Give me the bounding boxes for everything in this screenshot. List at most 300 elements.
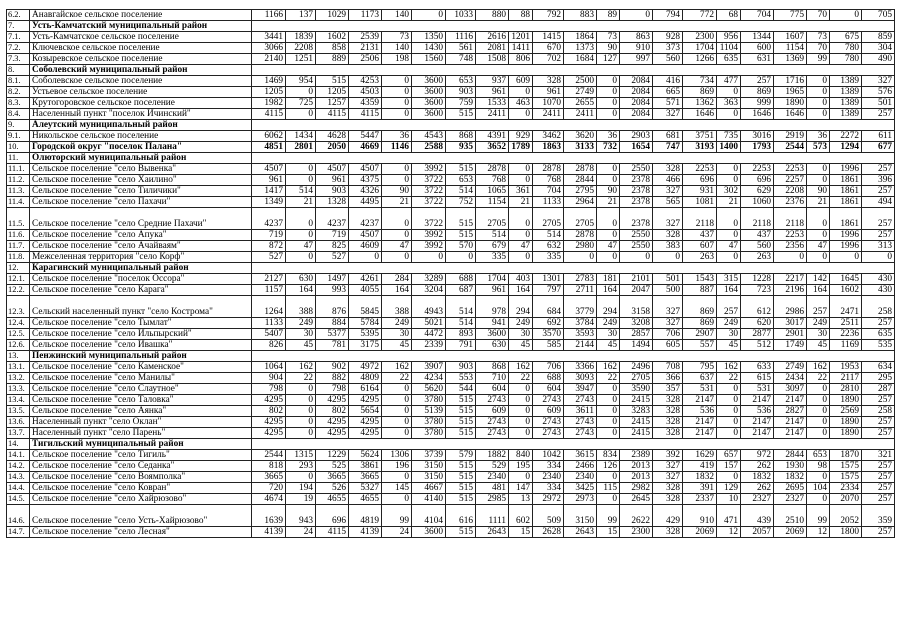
- value-cell: 164: [597, 285, 620, 296]
- value-cell: 3150: [412, 472, 446, 483]
- value-cell: 2070: [830, 494, 862, 505]
- value-cell: 972: [741, 450, 774, 461]
- row-number: 7.2.: [7, 43, 30, 54]
- value-cell: 22: [717, 373, 741, 384]
- value-cell: 4237: [252, 208, 286, 230]
- value-cell: 2588: [412, 142, 446, 153]
- value-cell: 73: [807, 32, 830, 43]
- value-cell: 1639: [252, 505, 286, 527]
- value-cell: 1704: [476, 274, 509, 285]
- value-cell: 4295: [316, 417, 349, 428]
- value-cell: 22: [807, 373, 830, 384]
- value-cell: 687: [446, 285, 476, 296]
- value-cell: 1042: [533, 450, 564, 461]
- value-cell: 868: [476, 362, 509, 373]
- row-name: Городской округ "поселок Палана": [30, 142, 252, 153]
- value-cell: 696: [683, 175, 717, 186]
- value-cell: 4503: [349, 87, 382, 98]
- value-cell: 1389: [830, 98, 862, 109]
- value-cell: 257: [862, 428, 895, 439]
- value-cell: 416: [653, 76, 683, 87]
- value-cell: 2084: [620, 98, 653, 109]
- value-cell: 880: [476, 10, 509, 21]
- value-cell: 1111: [476, 505, 509, 527]
- section-row: [7, 351, 895, 362]
- value-cell: 2327: [741, 494, 774, 505]
- value-cell: 0: [597, 472, 620, 483]
- value-cell: 0: [717, 230, 741, 241]
- value-cell: 36: [807, 131, 830, 142]
- value-cell: 802: [316, 406, 349, 417]
- value-cell: 2539: [349, 32, 382, 43]
- value-cell: 419: [683, 461, 717, 472]
- value-cell: 2411: [533, 109, 564, 120]
- value-cell: 1033: [446, 10, 476, 21]
- value-cell: 2500: [564, 76, 597, 87]
- value-cell: 1749: [774, 340, 807, 351]
- value-cell: 3652: [476, 142, 509, 153]
- value-cell: 2334: [830, 483, 862, 494]
- value-cell: 2081: [476, 43, 509, 54]
- value-cell: 3615: [564, 450, 597, 461]
- value-cell: 869: [683, 296, 717, 318]
- value-cell: 2084: [620, 87, 653, 98]
- table-row: [7, 450, 895, 461]
- value-cell: 15: [509, 527, 533, 538]
- row-number: 11.: [7, 153, 30, 164]
- value-cell: 0: [509, 164, 533, 175]
- value-cell: 1315: [286, 450, 316, 461]
- value-cell: 2972: [533, 494, 564, 505]
- row-number: 11.1.: [7, 164, 30, 175]
- value-cell: 1646: [774, 109, 807, 120]
- value-cell: 2510: [774, 505, 807, 527]
- value-cell: 3425: [564, 483, 597, 494]
- value-cell: 0: [807, 98, 830, 109]
- value-cell: 0: [807, 87, 830, 98]
- value-cell: 653: [446, 175, 476, 186]
- value-cell: 604: [533, 384, 564, 395]
- value-cell: 2118: [683, 208, 717, 230]
- value-cell: 257: [862, 417, 895, 428]
- value-cell: 3590: [620, 384, 653, 395]
- row-number: 12.4.: [7, 318, 30, 329]
- row-number: 14.4.: [7, 483, 30, 494]
- value-cell: 2705: [564, 208, 597, 230]
- value-cell: 0: [286, 87, 316, 98]
- section-filler: [252, 439, 895, 450]
- section-row: [7, 120, 895, 131]
- value-cell: 2131: [349, 43, 382, 54]
- value-cell: 4261: [349, 274, 382, 285]
- value-cell: 4507: [349, 230, 382, 241]
- value-cell: 869: [683, 318, 717, 329]
- value-cell: 2300: [620, 527, 653, 538]
- value-cell: 553: [446, 373, 476, 384]
- row-number: 13.1.: [7, 362, 30, 373]
- value-cell: 3611: [564, 406, 597, 417]
- value-cell: 515: [446, 527, 476, 538]
- value-cell: 710: [476, 373, 509, 384]
- value-cell: 941: [476, 318, 509, 329]
- table-row: [7, 10, 895, 21]
- row-number: 14.7.: [7, 527, 30, 538]
- value-cell: 5784: [349, 318, 382, 329]
- value-cell: 1400: [717, 142, 741, 153]
- value-cell: 2378: [620, 197, 653, 208]
- value-cell: 2743: [533, 395, 564, 406]
- value-cell: 0: [597, 406, 620, 417]
- value-cell: 494: [862, 197, 895, 208]
- value-cell: 2253: [683, 164, 717, 175]
- value-cell: 164: [286, 285, 316, 296]
- value-cell: 196: [382, 461, 412, 472]
- value-cell: 0: [382, 109, 412, 120]
- value-cell: 89: [597, 10, 620, 21]
- table-row: [7, 252, 895, 263]
- value-cell: 162: [382, 362, 412, 373]
- value-cell: 195: [509, 461, 533, 472]
- value-cell: 515: [446, 406, 476, 417]
- value-cell: 3992: [412, 164, 446, 175]
- value-cell: 6164: [349, 384, 382, 395]
- value-cell: 0: [382, 164, 412, 175]
- value-cell: 531: [683, 384, 717, 395]
- value-cell: 515: [316, 76, 349, 87]
- value-cell: 0: [830, 10, 862, 21]
- row-number: 13.2.: [7, 373, 30, 384]
- value-cell: 526: [316, 483, 349, 494]
- value-cell: 2705: [620, 373, 653, 384]
- value-cell: 825: [316, 241, 349, 252]
- value-cell: 126: [597, 461, 620, 472]
- value-cell: 4104: [412, 505, 446, 527]
- value-cell: 162: [286, 362, 316, 373]
- value-cell: 328: [533, 76, 564, 87]
- value-cell: 902: [316, 362, 349, 373]
- value-cell: 752: [446, 197, 476, 208]
- value-cell: 2434: [774, 373, 807, 384]
- value-cell: 0: [653, 252, 683, 263]
- value-cell: 993: [316, 285, 349, 296]
- value-cell: 1389: [830, 87, 862, 98]
- value-cell: 5395: [349, 329, 382, 340]
- value-cell: 258: [862, 296, 895, 318]
- value-cell: 2147: [741, 395, 774, 406]
- value-cell: 1146: [382, 142, 412, 153]
- value-cell: 164: [807, 285, 830, 296]
- value-cell: 21: [509, 197, 533, 208]
- value-cell: 0: [286, 164, 316, 175]
- value-cell: 257: [862, 461, 895, 472]
- value-cell: 571: [653, 98, 683, 109]
- value-cell: 585: [533, 340, 564, 351]
- value-cell: 2253: [774, 164, 807, 175]
- value-cell: 748: [446, 54, 476, 65]
- table-row: [7, 109, 895, 120]
- value-cell: 3593: [564, 329, 597, 340]
- value-cell: 702: [533, 54, 564, 65]
- value-cell: 0: [717, 472, 741, 483]
- value-cell: 882: [316, 373, 349, 384]
- value-cell: 3739: [412, 450, 446, 461]
- value-cell: 681: [653, 131, 683, 142]
- value-cell: 795: [683, 362, 717, 373]
- value-cell: 2550: [620, 230, 653, 241]
- value-cell: 3066: [252, 43, 286, 54]
- value-cell: 887: [683, 285, 717, 296]
- value-cell: 1861: [830, 186, 862, 197]
- value-cell: 0: [597, 164, 620, 175]
- value-cell: 509: [533, 505, 564, 527]
- value-cell: 4139: [252, 527, 286, 538]
- value-cell: 0: [597, 230, 620, 241]
- table-row: [7, 175, 895, 186]
- value-cell: 2378: [620, 208, 653, 230]
- value-cell: 536: [741, 406, 774, 417]
- value-cell: 262: [741, 483, 774, 494]
- row-name: Сельское поселение "село Средние Пахачи": [30, 208, 252, 230]
- value-cell: 21: [597, 197, 620, 208]
- row-number: 14.3.: [7, 472, 30, 483]
- value-cell: 258: [862, 406, 895, 417]
- value-cell: 257: [862, 483, 895, 494]
- value-cell: 327: [653, 461, 683, 472]
- value-cell: 357: [653, 384, 683, 395]
- row-number: 12.5.: [7, 329, 30, 340]
- value-cell: 2544: [774, 142, 807, 153]
- value-cell: 2901: [774, 329, 807, 340]
- value-cell: 36: [382, 131, 412, 142]
- value-cell: 1104: [717, 43, 741, 54]
- value-cell: 2628: [533, 527, 564, 538]
- value-cell: 696: [741, 175, 774, 186]
- value-cell: 3133: [564, 142, 597, 153]
- table-row: [7, 505, 895, 527]
- value-cell: 3784: [564, 318, 597, 329]
- value-cell: 2783: [564, 274, 597, 285]
- value-cell: 363: [717, 98, 741, 109]
- table-row: [7, 527, 895, 538]
- value-cell: 515: [446, 494, 476, 505]
- value-cell: 0: [717, 208, 741, 230]
- value-cell: 0: [807, 494, 830, 505]
- value-cell: 0: [807, 109, 830, 120]
- value-cell: 4359: [349, 98, 382, 109]
- row-name: Сельское поселение "село Хаилино": [30, 175, 252, 186]
- value-cell: 0: [509, 230, 533, 241]
- value-cell: 616: [446, 505, 476, 527]
- value-cell: 4295: [349, 417, 382, 428]
- value-cell: 4669: [349, 142, 382, 153]
- table-row: [7, 362, 895, 373]
- value-cell: 327: [653, 208, 683, 230]
- value-cell: 1832: [683, 472, 717, 483]
- value-cell: 70: [807, 10, 830, 21]
- value-cell: 806: [509, 54, 533, 65]
- value-cell: 1497: [316, 274, 349, 285]
- value-cell: 0: [286, 208, 316, 230]
- row-name: Пенжинский муниципальный район: [30, 351, 252, 362]
- value-cell: 759: [446, 98, 476, 109]
- value-cell: 22: [286, 373, 316, 384]
- value-cell: 24: [382, 527, 412, 538]
- value-cell: 263: [683, 252, 717, 263]
- value-cell: 883: [564, 10, 597, 21]
- value-cell: 4507: [349, 164, 382, 175]
- value-cell: 1832: [741, 472, 774, 483]
- value-cell: 615: [741, 373, 774, 384]
- value-cell: 181: [597, 274, 620, 285]
- value-cell: 734: [683, 76, 717, 87]
- value-cell: 818: [252, 461, 286, 472]
- value-cell: 481: [476, 483, 509, 494]
- value-cell: 633: [741, 362, 774, 373]
- value-cell: 45: [509, 340, 533, 351]
- value-cell: 1294: [830, 142, 862, 153]
- row-number: 13.6.: [7, 417, 30, 428]
- row-name: Сельское поселение "село Тымлат": [30, 318, 252, 329]
- value-cell: 531: [741, 384, 774, 395]
- value-cell: 0: [382, 76, 412, 87]
- value-cell: 657: [717, 450, 741, 461]
- row-name: Сельское поселение "село Воямполка": [30, 472, 252, 483]
- value-cell: 3947: [564, 384, 597, 395]
- value-cell: 794: [653, 10, 683, 21]
- value-cell: 0: [286, 175, 316, 186]
- row-name: Алеутский муниципальный район: [30, 120, 252, 131]
- value-cell: 514: [476, 230, 509, 241]
- value-cell: 535: [862, 340, 895, 351]
- section-row: [7, 65, 895, 76]
- value-cell: 501: [653, 274, 683, 285]
- table-row: [7, 76, 895, 87]
- row-name: Сельское поселение "село Аянка": [30, 406, 252, 417]
- value-cell: 3283: [620, 406, 653, 417]
- value-cell: 6062: [252, 131, 286, 142]
- value-cell: 609: [509, 76, 533, 87]
- value-cell: 1533: [476, 98, 509, 109]
- row-number: 14.: [7, 439, 30, 450]
- value-cell: 396: [862, 175, 895, 186]
- value-cell: 257: [741, 76, 774, 87]
- value-cell: 1575: [830, 472, 862, 483]
- value-cell: 3907: [412, 362, 446, 373]
- value-cell: 21: [382, 197, 412, 208]
- value-cell: 1870: [830, 450, 862, 461]
- value-cell: 1157: [252, 285, 286, 296]
- value-cell: 2643: [564, 527, 597, 538]
- value-cell: 3204: [412, 285, 446, 296]
- value-cell: 129: [717, 483, 741, 494]
- value-cell: 1301: [533, 274, 564, 285]
- value-cell: 1205: [252, 87, 286, 98]
- table-row: [7, 373, 895, 384]
- value-cell: 2147: [774, 395, 807, 406]
- value-cell: 430: [862, 285, 895, 296]
- value-cell: 536: [683, 406, 717, 417]
- table-row: [7, 329, 895, 340]
- value-cell: 99: [807, 505, 830, 527]
- row-number: 10.: [7, 142, 30, 153]
- value-cell: 4655: [316, 494, 349, 505]
- value-cell: 1832: [774, 472, 807, 483]
- row-name: Сельское поселение "село Ильпырский": [30, 329, 252, 340]
- value-cell: 0: [509, 109, 533, 120]
- value-cell: 2964: [564, 197, 597, 208]
- value-cell: 162: [717, 362, 741, 373]
- value-cell: 2057: [741, 527, 774, 538]
- value-cell: 3722: [412, 197, 446, 208]
- table-row: [7, 43, 895, 54]
- value-cell: 1996: [830, 164, 862, 175]
- value-cell: 1430: [412, 43, 446, 54]
- value-cell: 653: [807, 450, 830, 461]
- row-number: 13.5.: [7, 406, 30, 417]
- value-cell: 2117: [830, 373, 862, 384]
- value-cell: 2272: [830, 131, 862, 142]
- value-cell: 0: [286, 428, 316, 439]
- value-cell: 544: [446, 384, 476, 395]
- value-cell: 0: [382, 384, 412, 395]
- value-cell: 747: [653, 142, 683, 153]
- row-number: 8.: [7, 65, 30, 76]
- value-cell: 677: [862, 142, 895, 153]
- value-cell: 2569: [830, 406, 862, 417]
- value-cell: 0: [807, 428, 830, 439]
- value-cell: 2878: [564, 164, 597, 175]
- value-cell: 4295: [349, 395, 382, 406]
- value-cell: 0: [382, 395, 412, 406]
- value-cell: 772: [683, 10, 717, 21]
- value-cell: 0: [286, 109, 316, 120]
- value-cell: 1704: [683, 43, 717, 54]
- value-cell: 0: [717, 428, 741, 439]
- value-cell: 725: [286, 98, 316, 109]
- value-cell: 257: [862, 527, 895, 538]
- table-row: [7, 384, 895, 395]
- value-cell: 961: [533, 87, 564, 98]
- value-cell: 2695: [774, 483, 807, 494]
- value-cell: 2147: [683, 417, 717, 428]
- value-cell: 0: [286, 472, 316, 483]
- value-cell: 3861: [349, 461, 382, 472]
- value-cell: 1257: [316, 98, 349, 109]
- value-cell: 1789: [509, 142, 533, 153]
- value-cell: 0: [774, 252, 807, 263]
- value-cell: 0: [286, 384, 316, 395]
- value-cell: 437: [741, 230, 774, 241]
- value-cell: 0: [382, 175, 412, 186]
- value-cell: 670: [533, 43, 564, 54]
- value-cell: 937: [476, 76, 509, 87]
- value-cell: 471: [717, 505, 741, 527]
- value-cell: 19: [286, 494, 316, 505]
- row-name: Сельское поселение "село Таловка": [30, 395, 252, 406]
- value-cell: 249: [509, 318, 533, 329]
- value-cell: 4055: [349, 285, 382, 296]
- value-cell: 0: [286, 395, 316, 406]
- value-cell: 1607: [774, 32, 807, 43]
- value-cell: 868: [446, 131, 476, 142]
- value-cell: 4237: [316, 208, 349, 230]
- value-cell: 2643: [476, 527, 509, 538]
- value-cell: 4809: [349, 373, 382, 384]
- value-cell: 0: [509, 395, 533, 406]
- value-cell: 515: [446, 395, 476, 406]
- value-cell: 4139: [349, 527, 382, 538]
- value-cell: 373: [653, 43, 683, 54]
